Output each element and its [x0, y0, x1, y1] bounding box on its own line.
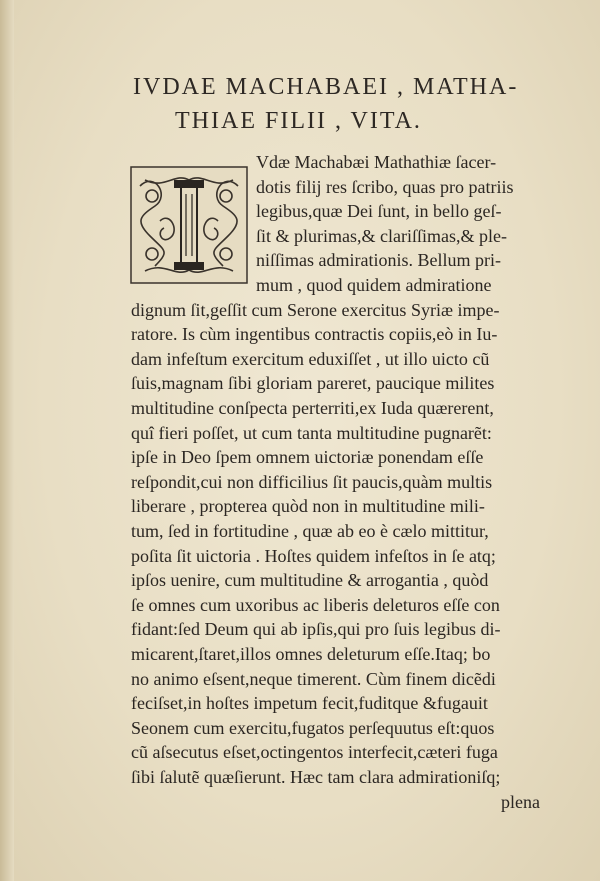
text-line: no animo eſsent,neque timerent. Cùm finem dicẽdi: [131, 668, 496, 689]
text-line: legibus,quæ Dei ſunt, in bello geſ-: [256, 201, 502, 222]
text-line: ratore. Is cùm ingentibus contractis copiis,eò in Iu-: [131, 324, 498, 345]
text-line: reſpondit,cui non difficilius ſit paucis,quàm multis: [131, 471, 493, 492]
page-heading: [133, 70, 533, 138]
text-line: cũ aſsecutus eſset,octingentos interfecit,cæteri fuga: [131, 742, 498, 763]
text-line: ſibi ſalutẽ quæſierunt. Hæc tam clara admirationiſq;: [131, 767, 501, 787]
text-line: mum , quod quidem admiratione: [256, 275, 492, 295]
text-line: niſſimas admirationis. Bellum pri-: [256, 250, 501, 271]
text-line: ſe omnes cum uxoribus ac liberis deleturos eſſe con: [131, 594, 500, 615]
text-line: quî fieri poſſet, ut cum tanta multitudine pugnarẽt:: [131, 422, 492, 443]
heading-line-2: THIAE FILII , VITA.: [175, 108, 422, 134]
text-line: multitudine conſpecta perterriti,ex Iuda quærerent,: [131, 398, 494, 418]
text-line: ipſos uenire, cum multitudine & arrogantia , quòd: [131, 570, 489, 591]
text-line: poſita ſit uictoria . Hoſtes quidem infeſtos in ſe atq;: [131, 545, 496, 566]
text-line: liberare , propterea quòd non in multitudine mili-: [131, 496, 485, 517]
text-line: ſit & plurimas,& clariſſimas,& ple-: [256, 225, 507, 246]
text-line: tum, ſed in fortitudine , quæ ab eo è cælo mittitur,: [131, 521, 489, 541]
text-line: dignum ſit,geſſit cum Serone exercitus Syriæ impe-: [131, 299, 500, 320]
text-line: dotis filij res ſcribo, quas pro patriis: [256, 176, 514, 197]
text-line: ipſe in Deo ſpem omnem uictoriæ ponendam eſſe: [131, 447, 484, 468]
binding-edge: [0, 0, 14, 881]
catchword: plena: [501, 791, 540, 812]
text-line: dam infeſtum exercitum eduxiſſet , ut illo uicto cũ: [131, 348, 490, 369]
text-line: Seonem cum exercitu,fugatos perſequutus eſt:quos: [131, 717, 495, 738]
text-line: Vdæ Machabæi Mathathiæ ſacer-: [256, 152, 497, 172]
text-line: fidant:ſed Deum qui ab ipſis,qui pro ſuis legibus di-: [131, 619, 501, 640]
text-line: ſuis,magnam ſibi gloriam pareret, paucique milites: [131, 373, 495, 394]
heading-line-1: IVDAE MACHABAEI , MATHA-: [133, 74, 519, 100]
text-line: feciſset,in hoſtes impetum fecit,fuditque &fugauit: [131, 693, 488, 714]
decorated-initial-icon: [130, 166, 248, 284]
text-line: micarent,ſtaret,illos omnes deleturum eſſe.Itaq; bo: [131, 644, 491, 664]
